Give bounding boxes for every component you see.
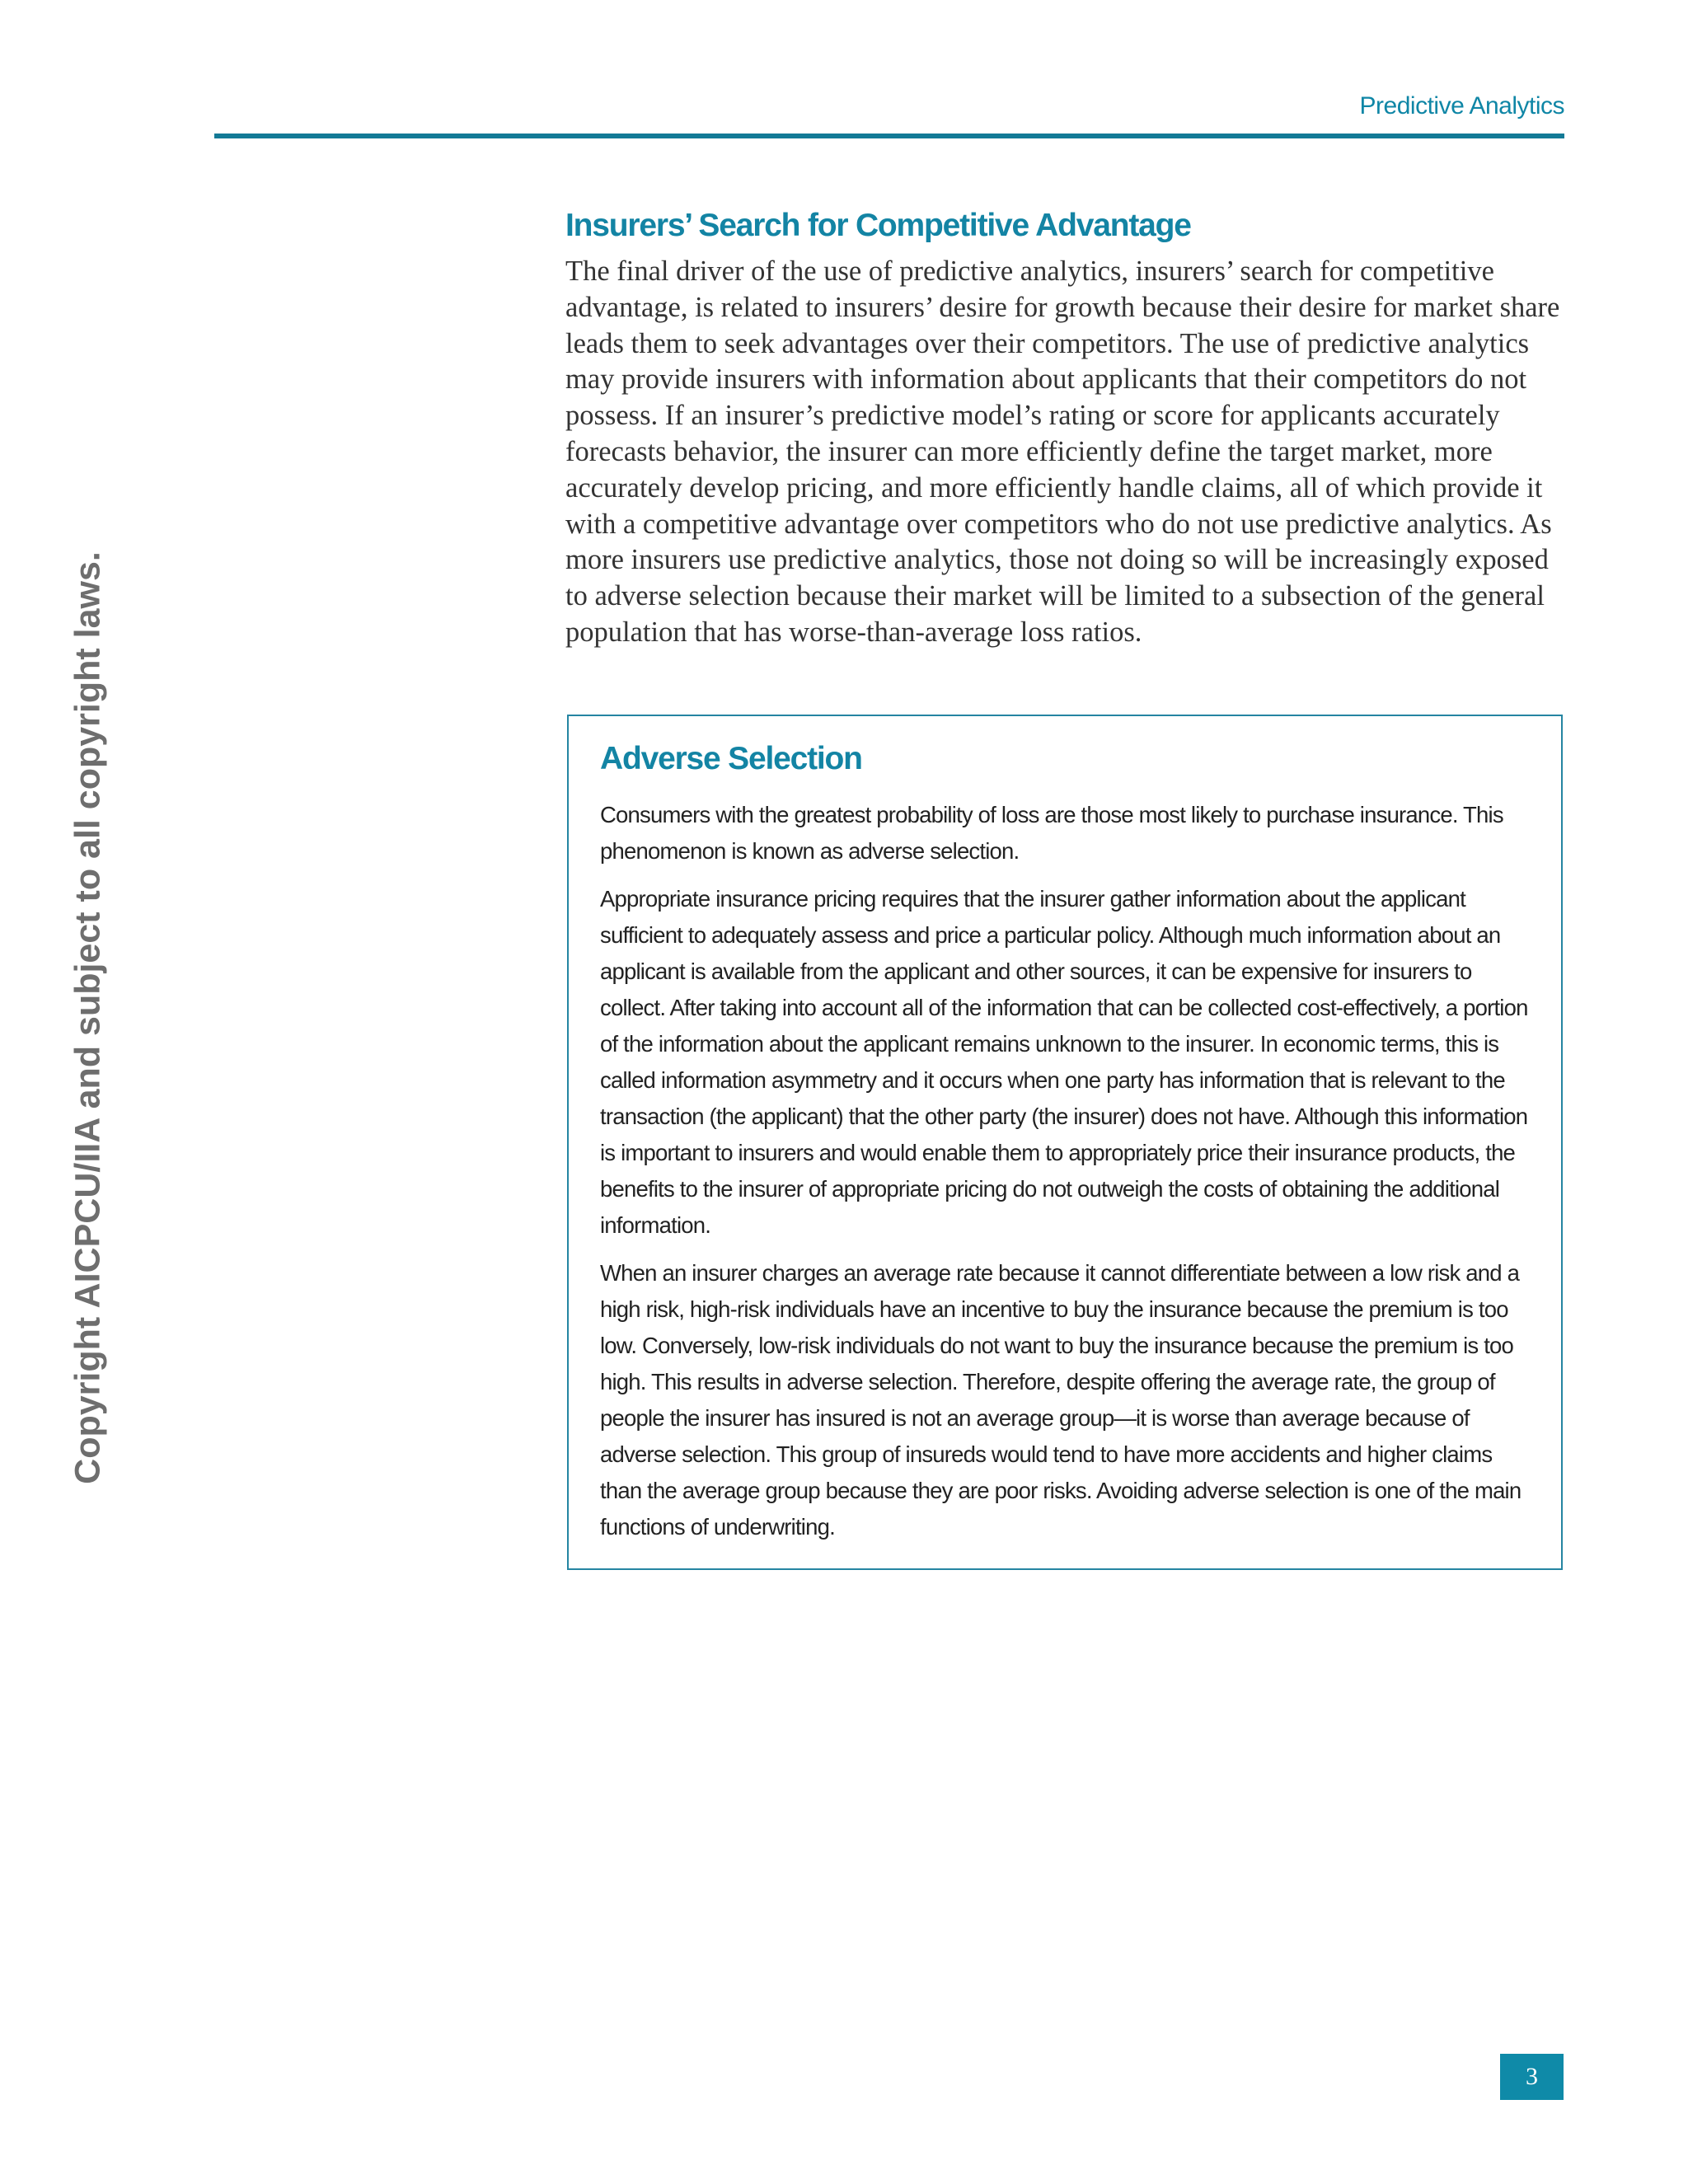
sidebar-heading: Adverse Selection: [600, 741, 862, 776]
section-heading: Insurers’ Search for Competitive Advantage: [565, 208, 1191, 243]
adverse-selection-sidebar: [567, 715, 1563, 1570]
copyright-watermark: Copyright AICPCU/IIA and subject to all copyright laws.: [68, 551, 108, 1484]
main-content: [565, 206, 1564, 651]
page-number-badge: 3: [1500, 2054, 1564, 2100]
header-rule: [214, 134, 1564, 138]
sidebar-paragraph-3: When an insurer charges an average rate because it cannot differentiate between a low risk and a high risk, high-risk individuals have an incentive to buy the insurance because the premium is too low. Conversely, low-risk individuals do not want to buy the insurance because the premium is too high. This results in adverse selection. Therefore, despite offering the average rate, the group of people the insurer has insured is not an average group—it is worse than average because of adverse selection. This group of insureds would tend to have more accidents and higher claims than the average group because they are poor risks. Avoiding adverse selection is one of the main functions of underwriting.: [600, 1260, 1522, 1540]
section-body-text: The final driver of the use of predictive analytics, insurers’ search for competitive advantage, is related to insurers’ desire for growth because their desire for market share leads them to seek advantages over their competitors. The use of predictive analytics may provide insurers with information about applicants that their competitors do not possess. If an insurer’s predictive model’s rating or score for applicants accurately forecasts behavior, the insurer can more efficiently define the target market, more accurately develop pricing, and more efficiently handle claims, all of which provide it with a competitive advantage over competitors who do not use predictive analytics. As more insurers use predictive analytics, those not doing so will be increasingly exposed to adverse selection because their market will be limited to a subsection of the general population that has worse-than-average loss ratios.: [565, 255, 1560, 648]
running-header-title: Predictive Analytics: [1359, 92, 1564, 120]
sidebar-paragraph-1: Consumers with the greatest probability of loss are those most likely to purchase insurance. This phenomenon is known as adverse selection.: [600, 802, 1503, 864]
sidebar-paragraph-2: Appropriate insurance pricing requires that the insurer gather information about the applicant sufficient to adequately assess and price a particular policy. Although much information about an applicant is available from the applicant and other sources, it can be expensive for insurers to collect. After taking into account all of the information that can be collected cost-effectively, a portion of the information about the applicant remains unknown to the insurer. In economic terms, this is called information asymmetry and it occurs when one party has information that is relevant to the transaction (the applicant) that the other party (the insurer) does not have. Although this information is important to insurers and would enable them to appropriately price their insurance products, the benefits to the insurer of appropriate pricing do not outweigh the costs of obtaining the additional information.: [600, 886, 1528, 1238]
